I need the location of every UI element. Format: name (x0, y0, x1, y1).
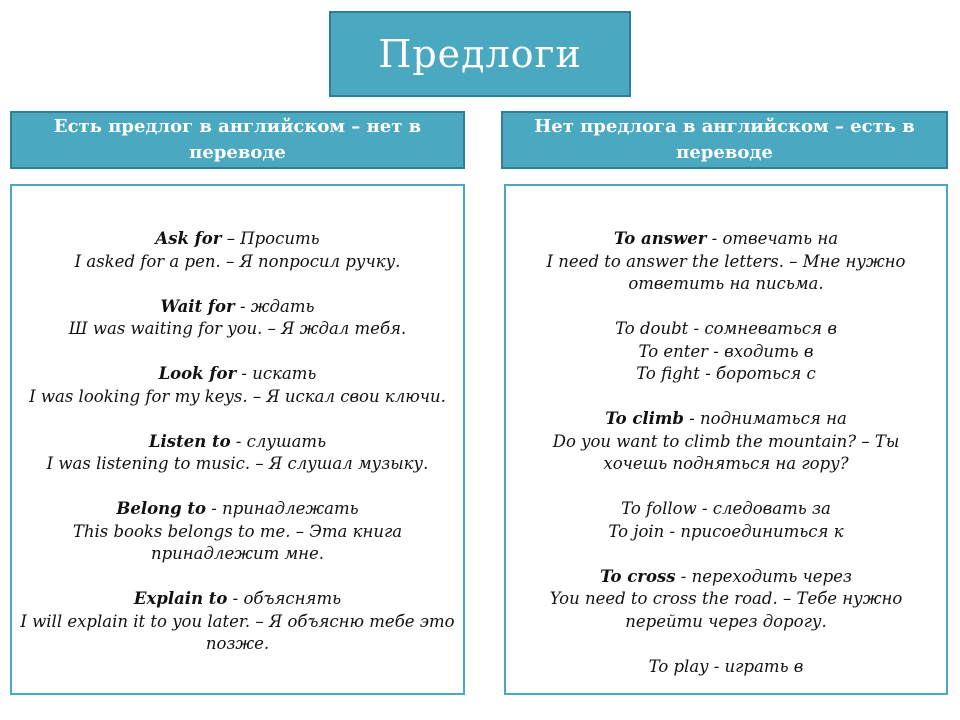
entry-translation: - принадлежать (206, 499, 359, 518)
entry-heading (12, 363, 463, 386)
entry-example-line: To enter - входить в (638, 341, 814, 361)
entry-term: To climb (605, 409, 684, 428)
entry-example-line: To follow - следовать за (621, 499, 831, 518)
entry-term: To answer (613, 229, 707, 248)
entry-heading (12, 296, 463, 319)
entry-example-line: I will explain it to you later. – Я объясню тебе это (20, 611, 455, 631)
entry-example-line: позже. (205, 634, 270, 653)
entry-translation: - слушать (230, 431, 327, 451)
entry-translation: - отвечать на (706, 229, 839, 248)
entry-term: Explain to (133, 589, 228, 608)
entry-example-line: This books belongs to me. – Эта книга (72, 521, 403, 541)
entry-example-line: I asked for a pen. – Я попросил ручку. (74, 251, 401, 271)
slide-title: Предлоги (378, 32, 582, 76)
entry-example-line: To join - присоединиться к (608, 521, 844, 541)
entry-translation: – Просить (221, 229, 320, 248)
vocab-entry (12, 228, 463, 273)
entry-heading (506, 408, 946, 431)
entry-example-line: Do you want to climb the mountain? – Ты (552, 431, 900, 451)
entry-example-line: To doubt - сомневаться в (615, 319, 837, 338)
entry-heading (12, 228, 463, 251)
vocab-entry (506, 228, 946, 296)
vocab-entry (12, 498, 463, 566)
left-examples-panel (10, 184, 465, 695)
entry-example-line: I was listening to music. – Я слушал музыку. (46, 454, 429, 473)
slide-title-box (329, 11, 631, 97)
entry-example-line: I was looking for my keys. – Я искал свои ключи. (29, 386, 446, 406)
vocab-entry (506, 566, 946, 634)
entry-example-line: To fight - бороться с (636, 364, 816, 383)
vocab-entry (506, 498, 946, 543)
entry-translation: - искать (236, 364, 317, 383)
vocab-entry (12, 363, 463, 408)
entry-term: Ask for (155, 229, 222, 248)
entry-term: Listen to (148, 431, 231, 451)
entry-heading (12, 431, 463, 454)
left-column-header: Есть предлог в английском – нет в переводе (10, 111, 465, 169)
entry-example-line: To play - играть в (648, 656, 804, 676)
entry-heading (506, 566, 946, 589)
entry-translation: - объяснять (227, 589, 342, 608)
entry-translation: - переходить через (675, 566, 852, 586)
vocab-entry (506, 318, 946, 386)
entry-translation: - ждать (234, 296, 315, 316)
vocab-entry (12, 431, 463, 476)
vocab-entry (12, 588, 463, 656)
entry-term: Belong to (116, 499, 207, 518)
entry-heading (12, 588, 463, 611)
right-column-header: Нет предлога в английском – есть в переводе (501, 111, 948, 169)
entry-example-line: перейти через дорогу. (625, 611, 827, 631)
entry-heading (12, 498, 463, 521)
entry-example-line: хочешь подняться на гору? (603, 454, 849, 473)
vocab-entry (506, 656, 946, 679)
entry-example-line: ответить на письма. (628, 274, 824, 293)
entry-example-line: принадлежит мне. (150, 544, 325, 563)
entry-term: Look for (158, 364, 237, 383)
entry-heading (506, 228, 946, 251)
entry-example-line: You need to cross the road. – Тебе нужно (549, 589, 903, 608)
entry-term: To cross (600, 566, 676, 586)
entry-example-line: Ш was waiting for you. – Я ждал тебя. (68, 319, 407, 338)
vocab-entry (506, 408, 946, 476)
entry-example-line: I need to answer the letters. – Мне нужно (546, 251, 906, 271)
vocab-entry (12, 296, 463, 341)
entry-translation: - подниматься на (683, 409, 847, 428)
entry-term: Wait for (160, 296, 235, 316)
right-examples-panel (504, 184, 948, 695)
